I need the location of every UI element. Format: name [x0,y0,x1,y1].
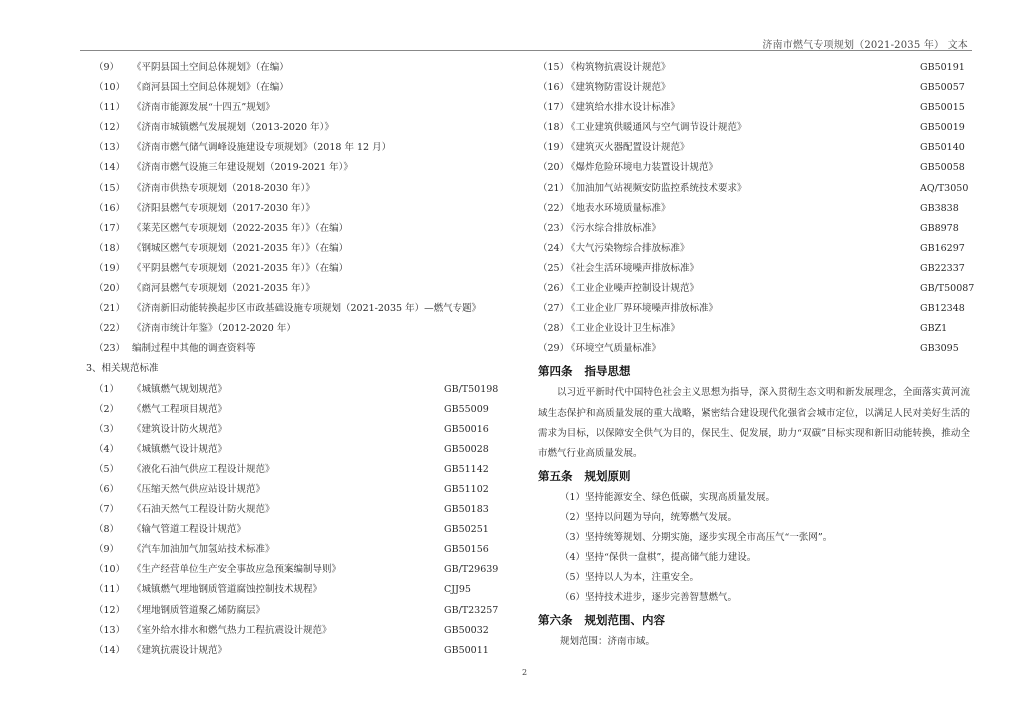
item-title: 《构筑物抗震设计规范》 [566,62,671,73]
item-number: （13） [94,624,126,636]
standards-list-right [538,58,978,359]
standard-code: GB50057 [920,82,965,94]
item-number: （2） [94,403,120,415]
item-number: （29） [538,343,570,355]
plan-reference-row [94,158,514,178]
item-number: （16） [94,202,126,214]
plan-reference-list [94,58,514,359]
item-title: 《输气管道工程设计规范》 [132,524,247,536]
item-title: 《地表水环境质量标准》 [566,202,671,214]
item-number: （20） [94,283,126,295]
principle-item: （2）坚持以问题为导向，统筹燃气发展。 [560,511,738,523]
item-title: 《燃气工程项目规范》 [132,403,228,415]
plan-reference-row [94,179,514,199]
standard-code: GB50015 [920,102,965,114]
plan-reference-row [94,58,514,78]
article-5-heading [538,464,978,488]
plan-reference-row [94,319,514,339]
item-title: 《石油天然气工程设计防火规范》 [132,504,275,516]
standard-code: GB50183 [444,504,489,516]
item-number: （10） [94,564,126,576]
principle-item: （5）坚持以人为本，注重安全。 [560,572,700,584]
standard-code: GB22337 [920,262,965,274]
principle-item: （6）坚持技术进步，逐步完善智慧燃气。 [560,592,738,604]
item-title: 《济南市燃气设施三年建设规划（2019-2021 年）》 [132,162,353,174]
standard-code: GB50016 [444,423,489,435]
plan-reference-row [94,339,514,359]
item-title: 《大气污染物综合排放标准》 [566,242,690,254]
item-number: （9） [94,544,120,556]
standard-row [94,621,514,641]
plan-reference-row [94,219,514,239]
standards-list-left [94,380,514,661]
article-4-heading [538,359,978,383]
standard-code: GB/T23257 [444,604,499,616]
item-number: （13） [94,142,126,154]
item-number: （11） [94,584,126,596]
item-title: 《工业企业设计卫生标准》 [566,323,681,335]
item-title: 《建筑抗震设计规范》 [132,644,228,656]
planning-scope: 规划范围：济南市域。 [560,636,656,648]
article-title: 规划原则 [584,468,631,483]
item-number: （22） [94,323,126,335]
article-number: 第五条 [538,468,573,483]
plan-reference-row [94,279,514,299]
principles-list [538,488,978,609]
standard-row [94,400,514,420]
standard-row [94,420,514,440]
item-title: 《压缩天然气供应站设计规范》 [132,483,266,495]
standard-code: GB8978 [920,222,959,234]
standard-row [94,641,514,661]
standard-row [538,319,978,339]
plan-reference-row [94,98,514,118]
principle-item: （1）坚持能源安全、绿色低碳，实现高质量发展。 [560,491,776,503]
item-title: 《建筑物防雷设计规范》 [566,82,671,94]
standard-code: GB50011 [444,644,489,656]
standard-row [538,339,978,359]
article-number: 第六条 [538,613,573,628]
standard-code: GB50028 [444,443,489,455]
standard-row [94,460,514,480]
item-title: 《污水综合排放标准》 [566,222,662,234]
standard-code: GB50019 [920,122,965,134]
standard-code: GB50156 [444,544,489,556]
plan-reference-row [94,259,514,279]
item-number: （18） [94,242,126,254]
item-number: （20） [538,162,570,174]
item-title: 《加油加气站视频安防监控系统技术要求》 [566,182,747,194]
item-number: （27） [538,303,570,315]
plan-reference-row [94,299,514,319]
item-number: （17） [94,222,126,234]
item-title: 《环境空气质量标准》 [566,343,662,355]
item-title: 《城镇燃气设计规范》 [132,443,228,455]
item-number: （10） [94,82,126,94]
item-number: （8） [94,524,120,536]
item-title: 《工业企业噪声控制设计规范》 [566,283,700,295]
standard-code: GB51102 [444,483,489,495]
item-title: 《工业建筑供暖通风与空气调节设计规范》 [566,122,747,134]
item-number: （1） [94,383,120,395]
standard-code: GBZ1 [920,323,948,335]
item-number: （22） [538,202,570,214]
item-title: 《济南市能源发展“十四五”规划》 [132,102,275,114]
standard-code: GB3095 [920,343,959,355]
item-number: （25） [538,262,570,274]
standard-row [538,158,978,178]
item-number: （18） [538,122,570,134]
item-number: （14） [94,162,126,174]
item-number: （24） [538,242,570,254]
item-title: 《社会生活环境噪声排放标准》 [566,262,700,274]
item-number: （28） [538,323,570,335]
item-title: 《济南市供热专项规划（2018-2030 年）》 [132,182,315,194]
item-number: （11） [94,102,126,114]
standard-row [94,560,514,580]
item-title: 《埋地钢质管道聚乙烯防腐层》 [132,604,266,616]
standard-code: GB3838 [920,202,959,214]
item-title: 《济南市统计年鉴》（2012-2020 年） [132,323,296,335]
principle-item: （3）坚持统筹规划、分期实施，逐步实现全市高压气“一张网”。 [560,531,833,543]
item-number: （7） [94,504,120,516]
plan-reference-row [94,199,514,219]
item-title: 《建筑灭火器配置设计规范》 [566,142,690,154]
item-title: 《商河县国土空间总体规划》（在编） [132,82,289,94]
standard-code: GB/T29639 [444,564,499,576]
item-title: 《工业企业厂界环境噪声排放标准》 [566,303,719,315]
item-number: （12） [94,122,126,134]
standard-code: GB50191 [920,62,965,73]
item-number: （12） [94,604,126,616]
standard-code: GB16297 [920,242,965,254]
item-title: 《汽车加油加气加氢站技术标准》 [132,544,275,556]
plan-reference-row [94,118,514,138]
item-number: （14） [94,644,126,656]
item-number: （6） [94,483,120,495]
plan-reference-row [94,78,514,98]
standard-row [538,179,978,199]
item-title: 《爆炸危险环境电力装置设计规范》 [566,162,719,174]
item-title: 《平阴县燃气专项规划（2021-2035 年）》（在编） [132,262,349,274]
standard-row [538,259,978,279]
item-title: 《城镇燃气埋地钢质管道腐蚀控制技术规程》 [132,584,323,596]
item-number: （19） [538,142,570,154]
item-title: 《济南市城镇燃气发展规划（2013-2020 年）》 [132,122,334,134]
header-divider [80,50,972,51]
item-title: 《莱芜区燃气专项规划（2022-2035 年）》（在编） [132,222,349,234]
plan-reference-row [94,239,514,259]
item-title: 《建筑给水排水设计标准》 [566,102,681,114]
item-title: 《济南市燃气储气调峰设施建设专项规划》（2018 年 12 月） [132,142,392,154]
article-number: 第四条 [538,364,573,379]
standard-row [94,480,514,500]
standard-code: GB12348 [920,303,965,315]
standard-row [538,98,978,118]
item-number: （21） [94,303,126,315]
right-column [538,58,978,652]
item-number: （9） [94,62,120,73]
item-title: 《液化石油气供应工程设计规范》 [132,463,275,475]
item-number: （23） [538,222,570,234]
standard-code: GB55009 [444,403,489,415]
standard-row [94,601,514,621]
plan-reference-row [94,138,514,158]
standard-code: GB51142 [444,463,489,475]
standard-row [538,199,978,219]
standard-row [538,78,978,98]
item-number: （5） [94,463,120,475]
standard-row [538,118,978,138]
standard-row [94,380,514,400]
standard-row [94,540,514,560]
standard-row [538,239,978,259]
item-number: （23） [94,343,126,355]
item-number: （15） [94,182,126,194]
standard-code: AQ/T3050 [920,182,969,194]
item-title: 《生产经营单位生产安全事故应急预案编制导则》 [132,564,342,576]
item-number: （19） [94,262,126,274]
standard-code: GB50058 [920,162,965,174]
item-title: 《钢城区燃气专项规划（2021-2035 年）》（在编） [132,242,349,254]
standard-row [538,279,978,299]
item-number: （15） [538,62,570,73]
item-title: 《济南新旧动能转换起步区市政基础设施专项规划（2021-2035 年）—燃气专题》 [132,303,482,315]
item-number: （3） [94,423,120,435]
article-title: 指导思想 [584,364,631,379]
standard-row [94,440,514,460]
item-number: （26） [538,283,570,295]
item-title: 《商河县燃气专项规划（2021-2035 年）》 [132,283,315,295]
item-number: （16） [538,82,570,94]
item-title: 《济阳县燃气专项规划（2017-2030 年）》 [132,202,315,214]
standard-row [94,500,514,520]
item-number: （17） [538,102,570,114]
item-title: 编制过程中其他的调查资料等 [132,343,256,355]
article-4-body: 以习近平新时代中国特色社会主义思想为指导，深入贯彻生态文明和新发展理念，全面落实黄河流域生态保护和高质量发展的重大战略，紧密结合建设现代化强省会城市定位，以满足人民对美好生活的需求为目标，以保障安全供气为目的，保民生、促发展，助力“双碳”目标实现和新旧动能转换，推动全市燃气行业高质量发展。 [538,387,970,459]
standard-row [94,520,514,540]
standard-row [538,299,978,319]
item-title: 《室外给水排水和燃气热力工程抗震设计规范》 [132,624,332,636]
article-6-heading [538,608,978,632]
standard-code: GB50140 [920,142,965,154]
standard-code: GB/T50087 [920,283,975,295]
standard-row [538,58,978,78]
item-number: （4） [94,443,120,455]
page-number: 2 [522,668,528,677]
article-title: 规划范围、内容 [584,613,665,628]
standard-row [94,580,514,600]
left-column [86,58,514,661]
item-number: （21） [538,182,570,194]
standard-code: CJJ95 [444,584,471,596]
standard-code: GB50032 [444,624,489,636]
item-title: 《城镇燃气规划规范》 [132,383,228,395]
standard-code: GB50251 [444,524,489,536]
principle-item: （4）坚持“保供一盘棋”，提高储气能力建设。 [560,552,757,564]
standard-code: GB/T50198 [444,383,499,395]
standard-row [538,138,978,158]
item-title: 《平阴县国土空间总体规划》（在编） [132,62,289,73]
standard-row [538,219,978,239]
standards-heading: 3、相关规范标准 [86,363,159,375]
running-header: 济南市燃气专项规划（2021-2035 年） 文本 [762,40,968,51]
item-title: 《建筑设计防火规范》 [132,423,228,435]
